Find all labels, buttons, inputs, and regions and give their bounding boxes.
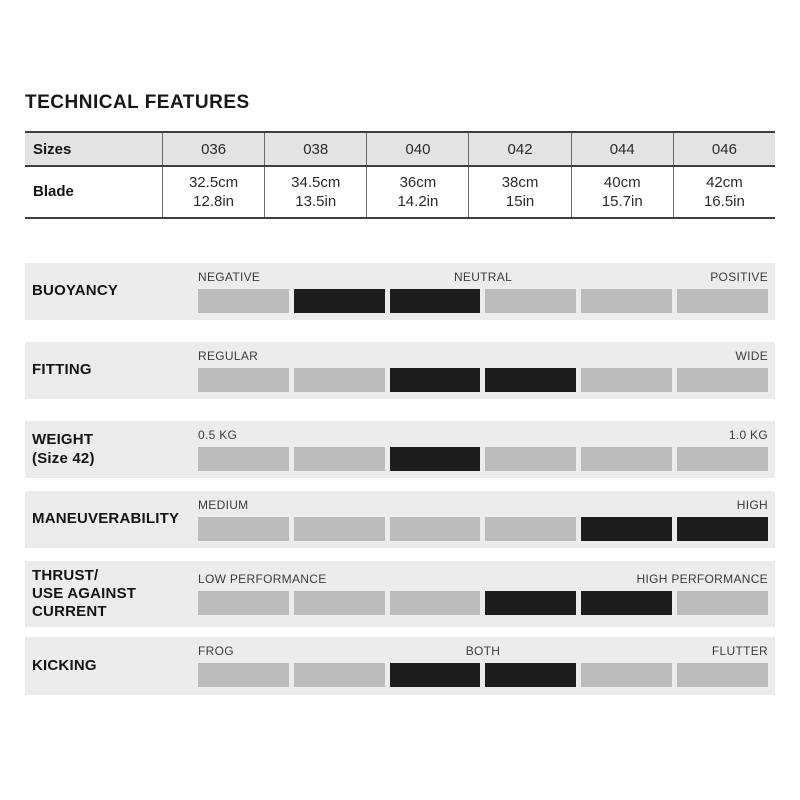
segment-empty: [294, 447, 385, 471]
segment-empty: [390, 517, 481, 541]
segment-filled: [677, 517, 768, 541]
blade-value-cm: 40cm: [603, 173, 641, 191]
feature-row-weight: [25, 421, 775, 478]
feature-label: [25, 342, 198, 399]
feature-row-maneuverability: [25, 491, 775, 548]
feature-label-line: KICKING: [32, 656, 97, 674]
segment-filled: [485, 368, 576, 392]
size-table-blade-row: [25, 167, 775, 217]
blade-value-inch: 16.5in: [703, 193, 745, 210]
feature-label-line: MANEUVERABILITY: [32, 510, 180, 528]
size-table-corner-label: Sizes: [33, 140, 72, 158]
segment-empty: [198, 447, 289, 471]
blade-value-cm: 36cm: [399, 173, 437, 191]
segment-filled: [485, 591, 576, 615]
segment-empty: [581, 289, 672, 313]
feature-label-line: THRUST/: [32, 566, 99, 584]
segment-empty: [294, 663, 385, 687]
size-column-header: 044: [571, 133, 673, 165]
segment-empty: [677, 289, 768, 313]
scale-label-center: NEUTRAL: [453, 270, 513, 284]
rating-bar: [198, 368, 768, 392]
blade-value-cm: 38cm: [501, 173, 539, 191]
blade-value-cm: 34.5cm: [291, 173, 341, 191]
scale-label-right: WIDE: [735, 349, 768, 363]
scale-label-left: NEGATIVE: [198, 270, 261, 284]
blade-value-inch: 13.5in: [295, 193, 337, 210]
blade-value-cell: [264, 167, 366, 217]
scale-labels: [198, 270, 768, 286]
segment-empty: [294, 368, 385, 392]
feature-label-line: BUOYANCY: [32, 282, 119, 300]
feature-label-line: WEIGHT: [32, 431, 94, 449]
feature-label: [25, 637, 198, 695]
feature-label-line: FITTING: [32, 361, 92, 379]
segment-empty: [294, 517, 385, 541]
scale-label-left: REGULAR: [198, 349, 259, 363]
scale-label-right: HIGH PERFORMANCE: [636, 572, 768, 586]
blade-value-cm: 32.5cm: [188, 173, 239, 191]
segment-empty: [677, 591, 768, 615]
feature-scale-area: [198, 637, 775, 695]
segment-empty: [198, 517, 289, 541]
blade-value-cell: [468, 167, 570, 217]
scale-labels: [198, 644, 768, 660]
feature-row-fitting: [25, 342, 775, 399]
blade-value-cm: 42cm: [706, 173, 743, 191]
segment-empty: [198, 591, 289, 615]
feature-scale-area: [198, 421, 775, 478]
rating-bar: [198, 447, 768, 471]
segment-filled: [390, 368, 481, 392]
feature-ratings: [25, 263, 775, 695]
segment-filled: [390, 447, 481, 471]
feature-scale-area: [198, 561, 775, 627]
feature-row-buoyancy: [25, 263, 775, 320]
blade-value-cell: [571, 167, 673, 217]
blade-value-inch: 15in: [505, 193, 535, 210]
blade-row-label: Blade: [25, 167, 162, 217]
blade-value-inch: 14.2in: [397, 193, 439, 210]
blade-value-inch: 12.8in: [193, 193, 235, 210]
feature-label-line: CURRENT: [32, 603, 107, 621]
scale-label-right: FLUTTER: [711, 644, 768, 658]
scale-labels: [198, 428, 768, 444]
feature-label: [25, 421, 198, 478]
segment-empty: [581, 368, 672, 392]
feature-label: [25, 263, 198, 320]
size-column-header: 042: [468, 133, 570, 165]
segment-empty: [390, 591, 481, 615]
feature-label-line: (Size 42): [32, 449, 95, 467]
scale-label-left: 0.5 KG: [198, 428, 238, 442]
segment-filled: [485, 663, 576, 687]
rating-bar: [198, 663, 768, 687]
feature-label: [25, 491, 198, 548]
scale-label-left: MEDIUM: [198, 498, 249, 512]
scale-label-right: 1.0 KG: [728, 428, 768, 442]
segment-empty: [581, 663, 672, 687]
scale-label-right: POSITIVE: [710, 270, 768, 284]
segment-empty: [485, 289, 576, 313]
feature-label-line: USE AGAINST: [32, 584, 137, 602]
segment-filled: [390, 663, 481, 687]
blade-value-cell: [673, 167, 775, 217]
rating-bar: [198, 289, 768, 313]
feature-label: [25, 561, 198, 627]
size-column-header: 046: [673, 133, 775, 165]
blade-value-cell: [366, 167, 468, 217]
size-column-header: 040: [366, 133, 468, 165]
scale-label-right: HIGH: [736, 498, 768, 512]
feature-scale-area: [198, 342, 775, 399]
segment-empty: [485, 447, 576, 471]
feature-row-thrust-use-against-current: [25, 561, 775, 627]
scale-labels: [198, 498, 768, 514]
size-column-header: 038: [264, 133, 366, 165]
segment-empty: [198, 663, 289, 687]
scale-label-left: FROG: [198, 644, 234, 658]
segment-empty: [581, 447, 672, 471]
feature-row-kicking: [25, 637, 775, 695]
segment-filled: [390, 289, 481, 313]
scale-label-center: BOTH: [465, 644, 501, 658]
segment-empty: [677, 447, 768, 471]
feature-scale-area: [198, 491, 775, 548]
scale-label-left: LOW PERFORMANCE: [198, 572, 327, 586]
size-column-header: 036: [162, 133, 264, 165]
segment-empty: [677, 663, 768, 687]
rating-bar: [198, 517, 768, 541]
rating-bar: [198, 591, 768, 615]
scale-labels: [198, 572, 768, 588]
segment-empty: [485, 517, 576, 541]
blade-value-cell: [162, 167, 264, 217]
segment-empty: [294, 591, 385, 615]
blade-value-inch: 15.7in: [601, 193, 643, 210]
size-table: [25, 131, 775, 219]
feature-scale-area: [198, 263, 775, 320]
size-table-header-row: [25, 133, 775, 167]
segment-filled: [581, 517, 672, 541]
scale-labels: [198, 349, 768, 365]
segment-empty: [677, 368, 768, 392]
segment-filled: [581, 591, 672, 615]
segment-filled: [294, 289, 385, 313]
page-title: TECHNICAL FEATURES: [25, 92, 250, 113]
segment-empty: [198, 289, 289, 313]
segment-empty: [198, 368, 289, 392]
